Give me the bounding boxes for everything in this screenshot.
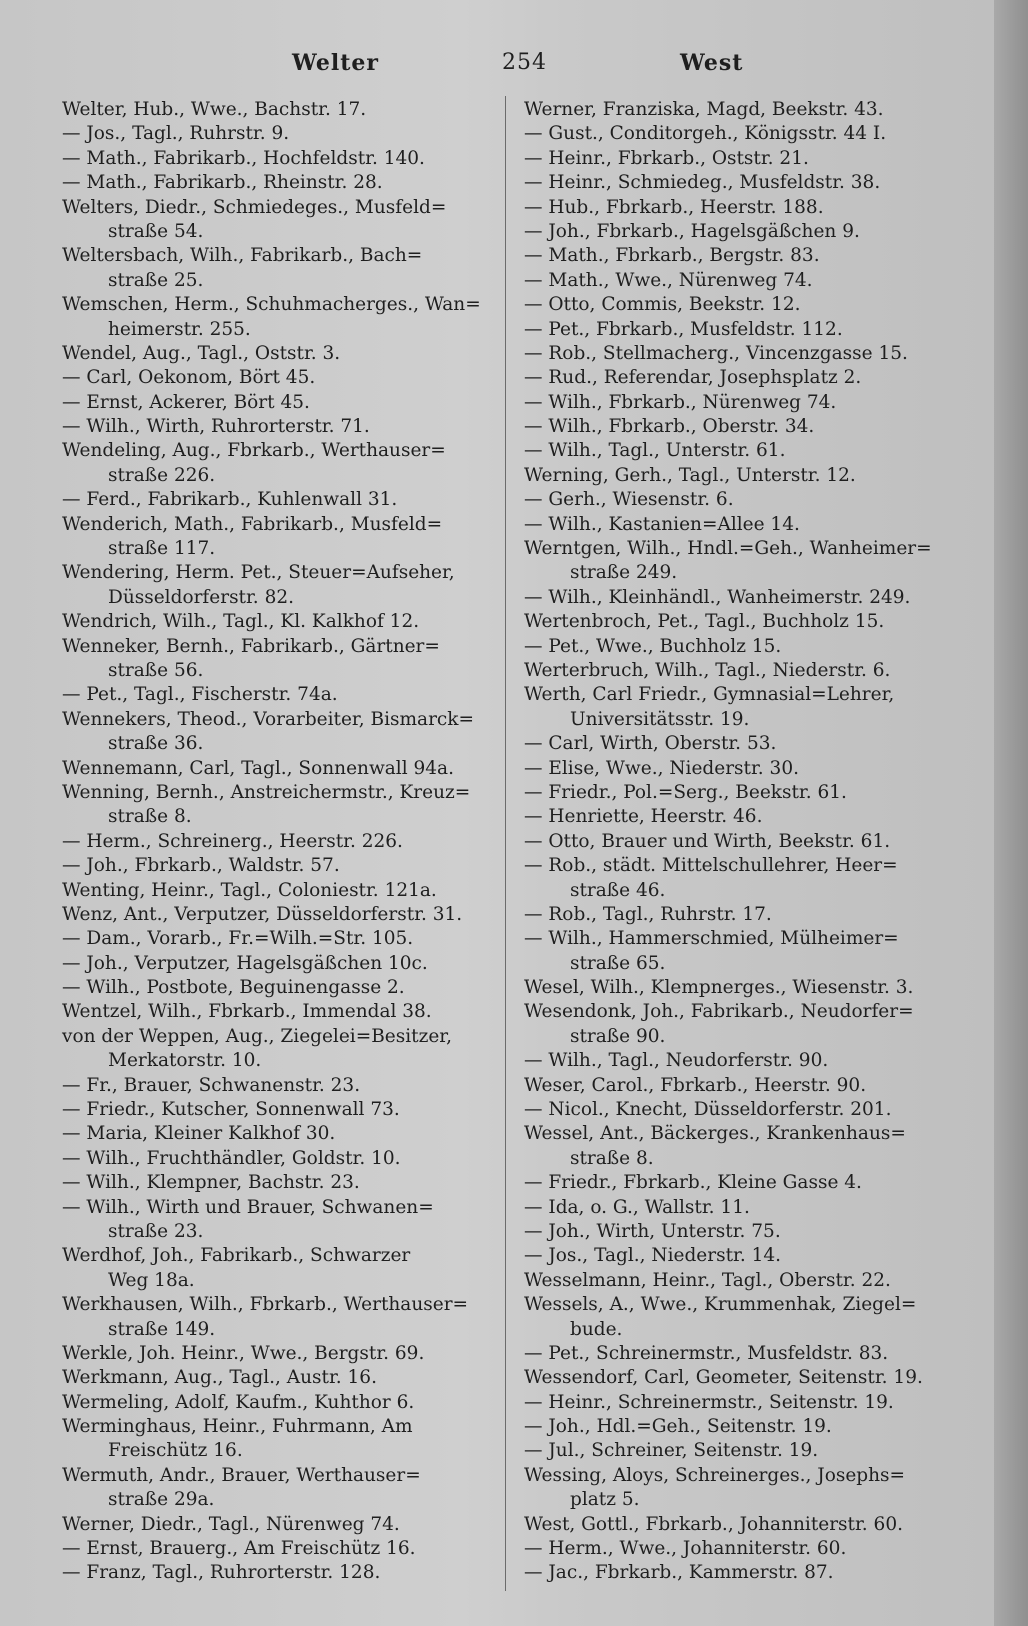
directory-line: Weser, Carol., Fbrkarb., Heerstr. 90. — [524, 1074, 867, 1096]
directory-line: — Wilh., Hammerschmied, Mülheimer= — [524, 928, 899, 950]
directory-line: straße 54. — [108, 220, 204, 242]
directory-line: — Wilh., Tagl., Neudorferstr. 90. — [524, 1050, 829, 1072]
book-spine-edge — [994, 0, 1028, 1626]
directory-line: — Nicol., Knecht, Düsseldorferstr. 201. — [524, 1099, 892, 1121]
directory-line: — Maria, Kleiner Kalkhof 30. — [62, 1123, 336, 1145]
directory-line: — Heinr., Schmiedeg., Musfeldstr. 38. — [524, 172, 881, 194]
directory-line: West, Gottl., Fbrkarb., Johanniterstr. 60. — [524, 1513, 903, 1535]
directory-line: — Jos., Tagl., Ruhrstr. 9. — [62, 123, 290, 145]
directory-line: — Heinr., Fbrkarb., Oststr. 21. — [524, 147, 809, 169]
directory-line: straße 90. — [570, 1025, 666, 1047]
directory-line: straße 36. — [108, 733, 204, 755]
directory-line: — Dam., Vorarb., Fr.=Wilh.=Str. 105. — [62, 928, 414, 950]
directory-line: straße 226. — [108, 464, 216, 486]
directory-line: Wessing, Aloys, Schreinerges., Josephs= — [524, 1464, 906, 1486]
directory-line: Wendrich, Wilh., Tagl., Kl. Kalkhof 12. — [62, 611, 420, 633]
directory-line: — Pet., Wwe., Buchholz 15. — [524, 635, 782, 657]
directory-line: straße 249. — [570, 562, 678, 584]
directory-line: Wesendonk, Joh., Fabrikarb., Neudorfer= — [524, 1001, 914, 1023]
directory-line: — Math., Fabrikarb., Hochfeldstr. 140. — [62, 147, 425, 169]
header-left-keyword: Welter — [292, 50, 380, 76]
directory-line: Werterbruch, Wilh., Tagl., Niederstr. 6. — [524, 659, 891, 681]
directory-line: Merkatorstr. 10. — [108, 1050, 262, 1072]
directory-line: — Friedr., Fbrkarb., Kleine Gasse 4. — [524, 1172, 862, 1194]
directory-line: — Joh., Fbrkarb., Waldstr. 57. — [62, 855, 340, 877]
directory-line: von der Weppen, Aug., Ziegelei=Besitzer, — [62, 1025, 452, 1047]
left-column — [62, 98, 494, 1586]
directory-line: — Math., Fbrkarb., Bergstr. 83. — [524, 245, 820, 267]
directory-line: — Herm., Schreinerg., Heerstr. 226. — [62, 830, 403, 852]
directory-line: Wermeling, Adolf, Kaufm., Kuhthor 6. — [62, 1391, 415, 1413]
directory-line: heimerstr. 255. — [108, 318, 251, 340]
directory-line: Werdhof, Joh., Fabrikarb., Schwarzer — [62, 1245, 411, 1267]
directory-line: — Math., Fabrikarb., Rheinstr. 28. — [62, 172, 383, 194]
directory-line: — Ida, o. G., Wallstr. 11. — [524, 1196, 750, 1218]
directory-line: — Carl, Oekonom, Bört 45. — [62, 367, 316, 389]
directory-line: — Rob., Tagl., Ruhrstr. 17. — [524, 903, 772, 925]
directory-line: Universitätsstr. 19. — [570, 708, 750, 730]
directory-line: Werkhausen, Wilh., Fbrkarb., Werthauser= — [62, 1294, 469, 1316]
column-divider — [505, 96, 506, 1591]
directory-line: Weltersbach, Wilh., Fabrikarb., Bach= — [62, 245, 423, 267]
directory-line: straße 65. — [570, 952, 666, 974]
directory-line: Werminghaus, Heinr., Fuhrmann, Am — [62, 1416, 413, 1438]
directory-line: Wendel, Aug., Tagl., Oststr. 3. — [62, 342, 341, 364]
directory-line: Wennekers, Theod., Vorarbeiter, Bismarck= — [62, 708, 474, 730]
directory-line: — Joh., Hdl.=Geh., Seitenstr. 19. — [524, 1416, 832, 1438]
directory-line: — Jos., Tagl., Niederstr. 14. — [524, 1245, 782, 1267]
directory-line: — Pet., Tagl., Fischerstr. 74a. — [62, 684, 338, 706]
directory-line: — Pet., Schreinermstr., Musfeldstr. 83. — [524, 1342, 889, 1364]
directory-line: — Wilh., Wirth und Brauer, Schwanen= — [62, 1196, 434, 1218]
directory-line: — Math., Wwe., Nürenweg 74. — [524, 269, 813, 291]
directory-line: Werkmann, Aug., Tagl., Austr. 16. — [62, 1367, 377, 1389]
directory-line: — Friedr., Pol.=Serg., Beekstr. 61. — [524, 781, 847, 803]
directory-line: — Wilh., Postbote, Beguinengasse 2. — [62, 977, 405, 999]
directory-line: Wessendorf, Carl, Geometer, Seitenstr. 19. — [524, 1367, 923, 1389]
directory-line: — Friedr., Kutscher, Sonnenwall 73. — [62, 1099, 400, 1121]
directory-line: — Wilh., Fruchthändler, Goldstr. 10. — [62, 1147, 401, 1169]
directory-line: Wenting, Heinr., Tagl., Coloniestr. 121a. — [62, 879, 437, 901]
directory-line: Freischütz 16. — [108, 1440, 243, 1462]
directory-line: straße 23. — [108, 1220, 204, 1242]
directory-line: straße 29a. — [108, 1489, 215, 1511]
directory-line: — Pet., Fbrkarb., Musfeldstr. 112. — [524, 318, 843, 340]
directory-line: Wesel, Wilh., Klempnerges., Wiesenstr. 3. — [524, 977, 914, 999]
directory-line: straße 46. — [570, 879, 666, 901]
directory-line: Wentzel, Wilh., Fbrkarb., Immendal 38. — [62, 1001, 432, 1023]
directory-line: — Wilh., Kastanien=Allee 14. — [524, 513, 800, 535]
directory-line: straße 56. — [108, 659, 204, 681]
directory-line: — Wilh., Fbrkarb., Nürenweg 74. — [524, 391, 837, 413]
directory-line: Werner, Diedr., Tagl., Nürenweg 74. — [62, 1513, 400, 1535]
directory-line: — Gerh., Wiesenstr. 6. — [524, 489, 734, 511]
directory-line: — Wilh., Fbrkarb., Oberstr. 34. — [524, 416, 815, 438]
directory-line: Wenning, Bernh., Anstreichermstr., Kreuz= — [62, 781, 471, 803]
directory-line: Wenz, Ant., Verputzer, Düsseldorferstr. 31. — [62, 903, 463, 925]
directory-line: Wertenbroch, Pet., Tagl., Buchholz 15. — [524, 611, 885, 633]
directory-line: Werkle, Joh. Heinr., Wwe., Bergstr. 69. — [62, 1342, 425, 1364]
directory-line: — Ernst, Ackerer, Bört 45. — [62, 391, 310, 413]
directory-line: Wenderich, Math., Fabrikarb., Musfeld= — [62, 513, 443, 535]
directory-line: Werning, Gerh., Tagl., Unterstr. 12. — [524, 464, 856, 486]
directory-line: — Joh., Wirth, Unterstr. 75. — [524, 1220, 781, 1242]
directory-line: Wessel, Ant., Bäckerges., Krankenhaus= — [524, 1123, 906, 1145]
directory-line: Wermuth, Andr., Brauer, Werthauser= — [62, 1464, 421, 1486]
directory-line: — Joh., Fbrkarb., Hagelsgäßchen 9. — [524, 220, 860, 242]
directory-line: Weg 18a. — [108, 1269, 195, 1291]
directory-line: — Rud., Referendar, Josephsplatz 2. — [524, 367, 862, 389]
directory-line: Welter, Hub., Wwe., Bachstr. 17. — [62, 99, 367, 120]
directory-line: Wenneker, Bernh., Fabrikarb., Gärtner= — [62, 635, 440, 657]
directory-line: — Rob., Stellmacherg., Vincenzgasse 15. — [524, 342, 908, 364]
directory-line: — Fr., Brauer, Schwanenstr. 23. — [62, 1074, 361, 1096]
directory-line: — Hub., Fbrkarb., Heerstr. 188. — [524, 196, 824, 218]
directory-line: Werth, Carl Friedr., Gymnasial=Lehrer, — [524, 684, 895, 706]
directory-line: Welters, Diedr., Schmiedeges., Musfeld= — [62, 196, 447, 218]
directory-line: Wessels, A., Wwe., Krummenhak, Ziegel= — [524, 1294, 917, 1316]
directory-line: — Wilh., Wirth, Ruhrorterstr. 71. — [62, 416, 370, 438]
directory-line: Düsseldorferstr. 82. — [108, 586, 294, 608]
directory-line: — Otto, Commis, Beekstr. 12. — [524, 294, 801, 316]
directory-line: Wemschen, Herm., Schuhmacherges., Wan= — [62, 294, 481, 316]
directory-line: Wesselmann, Heinr., Tagl., Oberstr. 22. — [524, 1269, 891, 1291]
directory-line: — Elise, Wwe., Niederstr. 30. — [524, 757, 799, 779]
directory-line: straße 25. — [108, 269, 204, 291]
directory-line: bude. — [570, 1318, 623, 1340]
directory-line: — Franz, Tagl., Ruhrorterstr. 128. — [62, 1562, 381, 1584]
directory-line: — Ernst, Brauerg., Am Freischütz 16. — [62, 1538, 416, 1560]
directory-line: straße 117. — [108, 538, 216, 560]
directory-line: — Otto, Brauer und Wirth, Beekstr. 61. — [524, 830, 891, 852]
directory-line: Werntgen, Wilh., Hndl.=Geh., Wanheimer= — [524, 538, 932, 560]
page-number: 254 — [502, 50, 547, 75]
directory-line: — Wilh., Klempner, Bachstr. 23. — [62, 1172, 360, 1194]
header-right-keyword: West — [680, 50, 744, 76]
directory-line: — Jac., Fbrkarb., Kammerstr. 87. — [524, 1562, 834, 1584]
directory-line: — Ferd., Fabrikarb., Kuhlenwall 31. — [62, 489, 398, 511]
directory-line: — Gust., Conditorgeh., Königsstr. 44 I. — [524, 123, 887, 145]
directory-line: — Heinr., Schreinermstr., Seitenstr. 19. — [524, 1391, 894, 1413]
directory-line: Wennemann, Carl, Tagl., Sonnenwall 94a. — [62, 757, 454, 779]
directory-line: — Jul., Schreiner, Seitenstr. 19. — [524, 1440, 819, 1462]
directory-line: Wendering, Herm. Pet., Steuer=Aufseher, — [62, 562, 455, 584]
directory-line: — Rob., städt. Mittelschullehrer, Heer= — [524, 855, 898, 877]
directory-line: — Henriette, Heerstr. 46. — [524, 806, 763, 828]
directory-line: straße 149. — [108, 1318, 216, 1340]
directory-line: straße 8. — [108, 806, 192, 828]
directory-line: — Herm., Wwe., Johanniterstr. 60. — [524, 1538, 847, 1560]
directory-line: platz 5. — [570, 1489, 640, 1511]
directory-line: Wendeling, Aug., Fbrkarb., Werthauser= — [62, 440, 446, 462]
directory-line: Werner, Franziska, Magd, Beekstr. 43. — [524, 99, 884, 120]
page-header — [60, 50, 988, 90]
directory-line: straße 8. — [570, 1147, 654, 1169]
directory-line: — Wilh., Tagl., Unterstr. 61. — [524, 440, 786, 462]
directory-line: — Carl, Wirth, Oberstr. 53. — [524, 733, 777, 755]
right-column — [524, 98, 964, 1586]
directory-line: — Joh., Verputzer, Hagelsgäßchen 10c. — [62, 952, 428, 974]
directory-line: — Wilh., Kleinhändl., Wanheimerstr. 249. — [524, 586, 911, 608]
